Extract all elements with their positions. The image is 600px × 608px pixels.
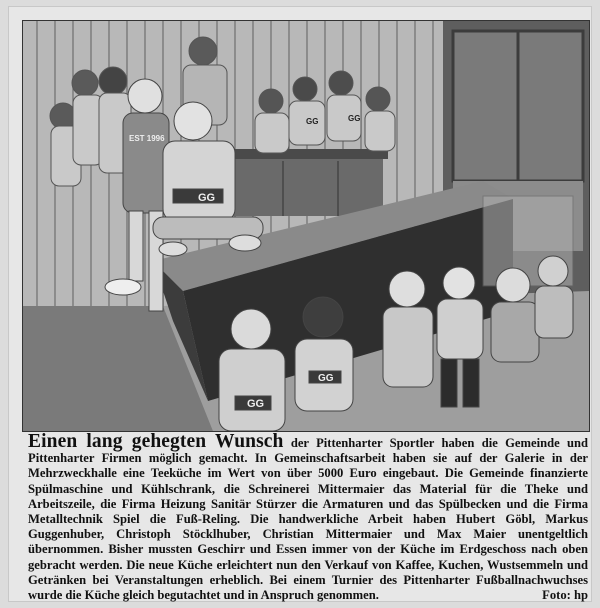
article-text xyxy=(28,431,589,603)
photo-illustration xyxy=(23,21,589,431)
shirt-print: GG xyxy=(198,192,216,204)
sweatshirt-print: EST 1996 xyxy=(129,134,165,143)
news-photo xyxy=(22,20,590,432)
photo-credit: Foto: hp xyxy=(542,588,588,603)
shirt-print: GG xyxy=(247,398,265,410)
shirt-print: GG xyxy=(348,114,361,123)
article-body: der Pittenharter Sportler haben die Gemeinde und Pittenharter Firmen möglich gemacht. In Gemeinschaftsarbeit haben sie auf der Galerie in der Mehrzweckhalle eine Teeküche im Wert von über 5000 Euro eingebaut. Die Gemeinde finanzierte Spülmaschine und Kühlschrank, die Schreinerei Mittermaier das Material für die Theke und Arbeitszeile, die Firma Heizung Sanitär Stürzer die Armaturen und das Spülbecken und die Firma Metalltechnik Spiel die Fuß-Reling. Die handwerkliche Arbeit haben Hubert Göbl, Markus Guggenhuber, Christoph Stöcklhuber, Christian Mittermaier und Max Maier unentgeltlich übernommen. Bisher mussten Geschirr und Essen immer von der Küche im Erdgeschoss nach oben gebracht werden. Die neue Küche erleichtert nun den Verkauf von Kaffee, Kuchen, Wustsemmeln und Getränken bei Veranstaltungen erheblich. Bei einem Turnier des Pittenharter Fußballnachwuchses wurde die Küche gleich begutachtet und in Anspruch genommen. xyxy=(28,436,589,603)
shirt-print: GG xyxy=(306,117,319,126)
headline: Einen lang gehegten Wunsch xyxy=(28,431,284,452)
shirt-print: GG xyxy=(318,373,334,384)
newspaper-clipping xyxy=(8,6,592,602)
back-counter xyxy=(223,149,388,216)
